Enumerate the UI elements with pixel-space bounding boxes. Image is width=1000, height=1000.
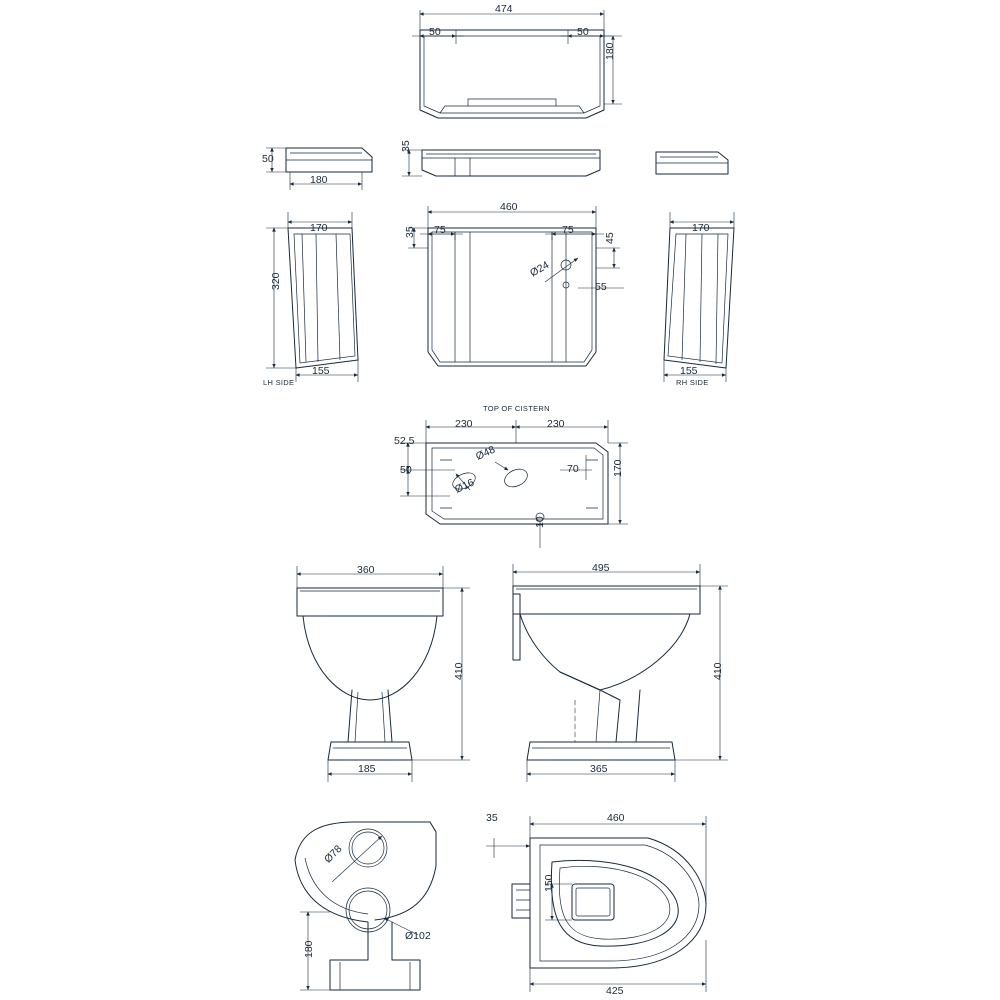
dim-75-left: 75 (434, 224, 446, 236)
dim-320: 320 (270, 272, 282, 290)
dim-dia16: Ø16 (453, 476, 477, 496)
view-top-of-cistern-plan (400, 420, 628, 548)
dim-170-plan: 170 (612, 459, 624, 477)
dim-55: 55 (595, 281, 607, 293)
dim-45: 45 (604, 232, 616, 244)
dim-dia102: Ø102 (405, 930, 431, 942)
view-pan-side (513, 564, 728, 782)
dim-35-seat: 35 (486, 812, 498, 824)
dim-52-5: 52,5 (394, 435, 415, 447)
dim-230-right: 230 (547, 418, 565, 430)
dim-35-lid: 35 (400, 140, 412, 152)
view-cistern-rh-side (664, 212, 734, 382)
dim-35-cistern: 35 (404, 226, 416, 238)
view-cistern-lid-top (412, 10, 622, 118)
view-cistern-lh-side (266, 212, 358, 382)
view-cistern-lid-sides (266, 148, 728, 190)
dim-150: 150 (543, 874, 555, 892)
dim-50-lid-side: 50 (262, 153, 274, 165)
dim-230-left: 230 (455, 418, 473, 430)
dim-155-lh: 155 (312, 365, 330, 377)
dim-170-lh: 170 (310, 222, 328, 234)
dim-70: 70 (567, 463, 579, 475)
view-pan-front (297, 566, 470, 782)
dim-460-cistern: 460 (500, 201, 518, 213)
dim-425: 425 (606, 985, 624, 997)
view-pan-rear (295, 822, 436, 990)
dim-170-rh: 170 (692, 222, 710, 234)
dim-180-lid-side: 180 (310, 174, 328, 186)
dim-474: 474 (495, 3, 513, 15)
dim-360: 360 (357, 564, 375, 576)
label-top-of-cistern: TOP OF CISTERN (483, 404, 550, 413)
dim-365: 365 (590, 763, 608, 775)
dim-50-left: 50 (429, 26, 441, 38)
dim-180-rear: 180 (303, 940, 315, 958)
dim-155-rh: 155 (680, 365, 698, 377)
dim-75-right: 75 (562, 224, 574, 236)
dim-185: 185 (358, 763, 376, 775)
view-seat-plan (486, 816, 706, 992)
dim-dia78: Ø78 (322, 842, 345, 866)
label-lh-side: LH SIDE (263, 378, 295, 387)
dim-495: 495 (592, 562, 610, 574)
dim-dia48: Ø48 (474, 443, 498, 463)
dim-410-front: 410 (453, 662, 465, 680)
dim-180-lid: 180 (604, 42, 616, 60)
label-rh-side: RH SIDE (676, 378, 709, 387)
dim-460-seat: 460 (607, 812, 625, 824)
dim-410-side: 410 (712, 662, 724, 680)
dim-10: 10 (534, 516, 546, 528)
dim-dia24: Ø24 (528, 259, 552, 280)
dim-50-plan: 50 (400, 464, 412, 476)
dim-50-right: 50 (577, 26, 589, 38)
